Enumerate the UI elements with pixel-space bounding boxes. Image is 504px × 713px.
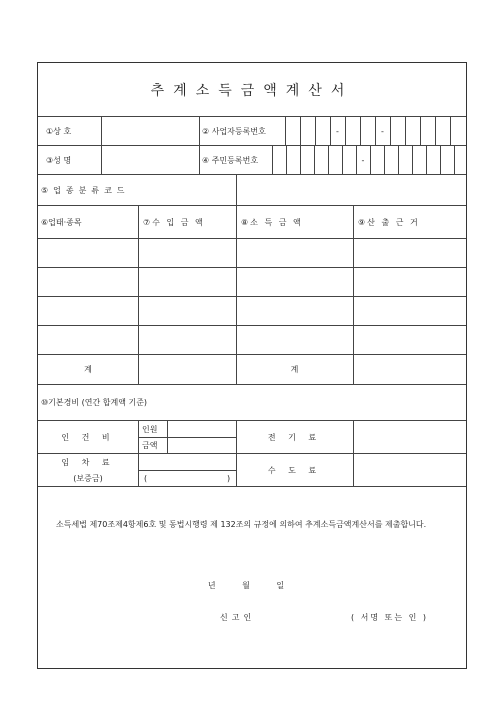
table-row (38, 326, 466, 355)
water-label: 수 도 료 (267, 465, 322, 475)
row-rent (38, 454, 466, 487)
rent-label: 임 차 료 (61, 457, 115, 467)
date-month: 월 (242, 581, 262, 590)
person-name-field[interactable] (101, 146, 199, 174)
row-business-name (38, 117, 466, 146)
resident-number-dash: - (361, 155, 365, 165)
deposit-paren-open: ( (144, 474, 148, 483)
table-row (38, 268, 466, 297)
header-revenue: ⑦수 입 금 액 (143, 217, 205, 227)
row-basic-expense (38, 385, 466, 421)
business-number-label: ② 사업자등록번호 (202, 126, 266, 136)
header-business-type: ⑥업태·종목 (41, 217, 82, 227)
table-row (38, 239, 466, 268)
deposit-label: (보증금) (73, 474, 103, 483)
date-line (38, 580, 466, 591)
form-title: 추계소득금액계산서 (38, 63, 466, 117)
row-labor-cost (38, 421, 466, 454)
amount-label: 금액 (142, 441, 158, 450)
header-basis: ⑨산 출 근 거 (358, 217, 420, 227)
person-name-label: ③성 명 (46, 155, 72, 165)
date-day: 일 (276, 581, 297, 590)
business-name-label: ①상 호 (46, 126, 72, 136)
signer-label: 신고인 (220, 613, 256, 622)
business-name-field[interactable] (101, 117, 199, 145)
resident-number-label: ④ 주민등록번호 (202, 155, 259, 165)
industry-code-label: ⑤업종분류코드 (41, 185, 130, 195)
deposit-paren-close: ) (227, 474, 231, 483)
business-number-dash-1: - (336, 126, 339, 136)
date-year: 년 (207, 581, 228, 590)
labor-cost-label: 인 건 비 (61, 432, 115, 442)
industry-code-field[interactable] (236, 175, 468, 205)
table-row (38, 297, 466, 326)
business-number-dash-2: - (381, 126, 384, 136)
declaration-statement: 소득세법 제70조제4항제6호 및 동법시행령 제 132조의 규정에 의하여 추계소득금액계산서를 제출합니다. (56, 520, 427, 529)
row-person-name (38, 146, 466, 175)
total-label-left: 계 (84, 365, 92, 374)
electricity-label: 전 기 료 (267, 432, 322, 442)
total-label-right: 계 (290, 365, 299, 374)
table-header (38, 206, 466, 239)
totals-row (38, 355, 466, 385)
headcount-label: 인원 (142, 424, 158, 434)
basic-expense-label: ⑩기본경비 (연간 합계액 기준) (41, 398, 148, 407)
header-income: ⑧소 득 금 액 (241, 217, 303, 227)
income-calculation-form (37, 62, 467, 669)
row-industry-code (38, 175, 466, 206)
signature-note: ( 서명 또는 인 ) (351, 613, 429, 622)
